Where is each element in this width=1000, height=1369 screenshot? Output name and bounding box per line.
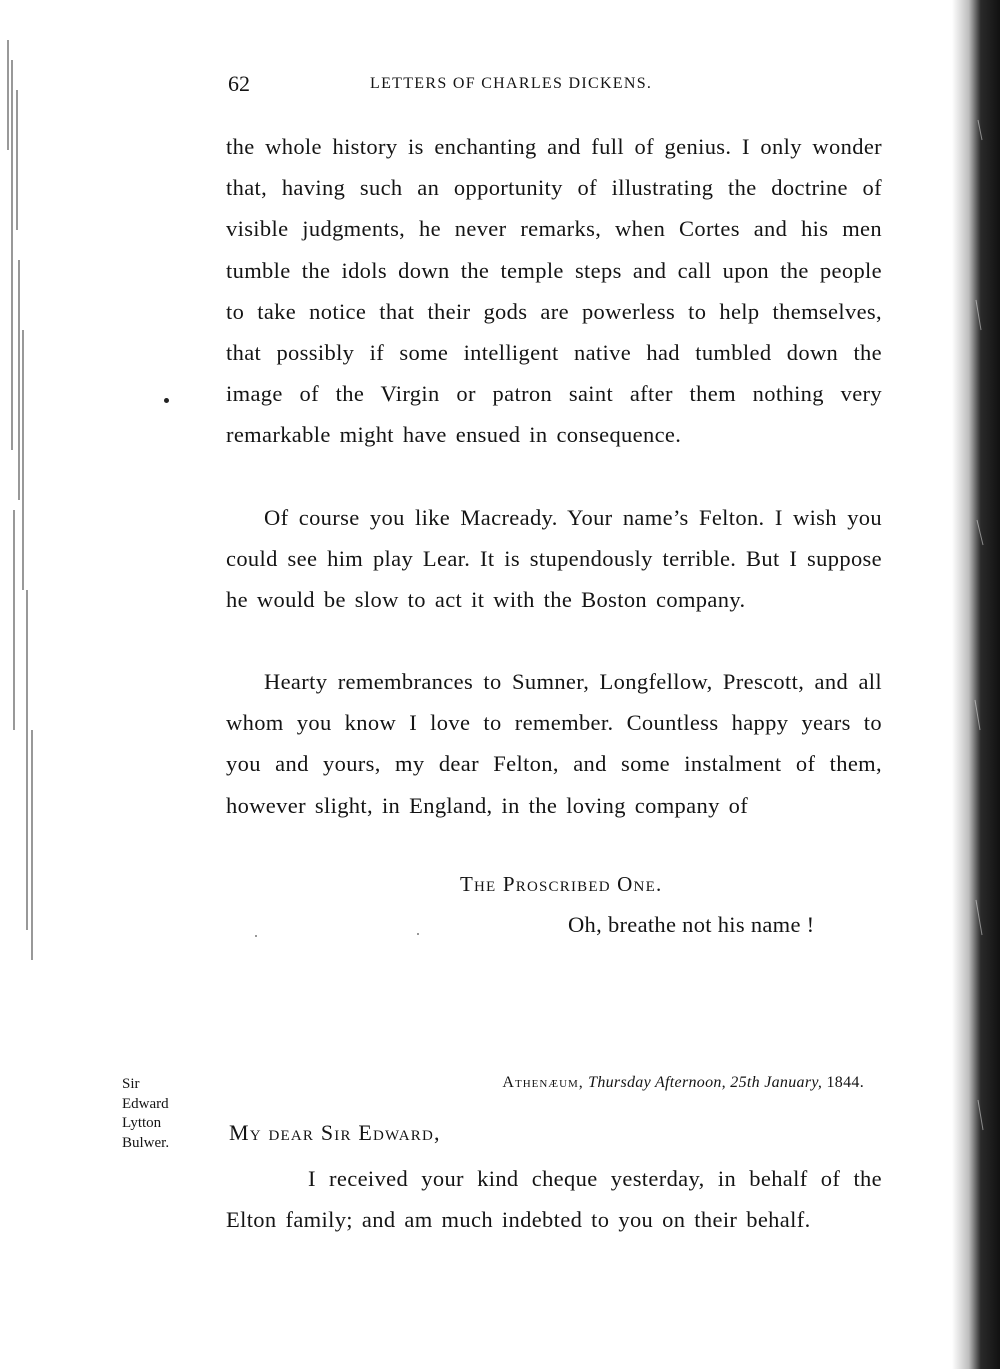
gutter-marks — [0, 30, 40, 960]
marginal-note-line: Edward — [122, 1095, 169, 1112]
running-head: LETTERS OF CHARLES DICKENS. — [370, 75, 653, 92]
margin-dot — [164, 398, 169, 403]
marginal-note-line: Lytton — [122, 1115, 162, 1131]
paragraph-1: the whole history is enchanting and full of genius. I only wonder that, having such an opportunity of illustrating the doctrine of visible judgments, he never remarks, when Cortes and his men tumble the idols down the temple steps and call upon the people to take notice that their gods are powerless to help themselves, that possibly if some intelligent native had tumbled down the image of the Virgin or patron saint after them nothing very remarkable might have ensued in consequence. — [226, 134, 882, 448]
page-number: 62 — [228, 71, 250, 96]
marginal-note-line: Sir — [122, 1076, 140, 1092]
margin-speck — [417, 933, 419, 935]
letter-dateline — [502, 1074, 864, 1092]
dateline-date: Thursday Afternoon, 25th January, — [588, 1074, 823, 1091]
salutation: My dear Sir Edward, — [229, 1120, 441, 1145]
dateline-year: 1844. — [826, 1074, 864, 1091]
dateline-place: Athenæum, — [502, 1074, 584, 1091]
marginal-note-line: Bulwer. — [122, 1134, 170, 1151]
postscript: Oh, breathe not his name ! — [568, 912, 815, 937]
binding-edge — [952, 0, 1000, 1369]
signature: The Proscribed One. — [460, 872, 663, 896]
paragraph-2: Of course you like Macready. Your name’s Felton. I wish you could see him play Lear. It is stupendously terrible. But I suppose he would be slow to act it with the Boston company. — [226, 505, 882, 613]
margin-speck — [255, 935, 257, 937]
letter-paragraph: I received your kind cheque yesterday, in behalf of the Elton family; and am much indebted to you on their behalf. — [226, 1166, 882, 1233]
marginal-note — [122, 1075, 169, 1153]
paragraph-3: Hearty remembrances to Sumner, Longfellow, Prescott, and all whom you know I love to remember. Countless happy years to you and yours, my dear Felton, and some instalment of them, however slight, in England, in the loving company of — [226, 669, 882, 818]
